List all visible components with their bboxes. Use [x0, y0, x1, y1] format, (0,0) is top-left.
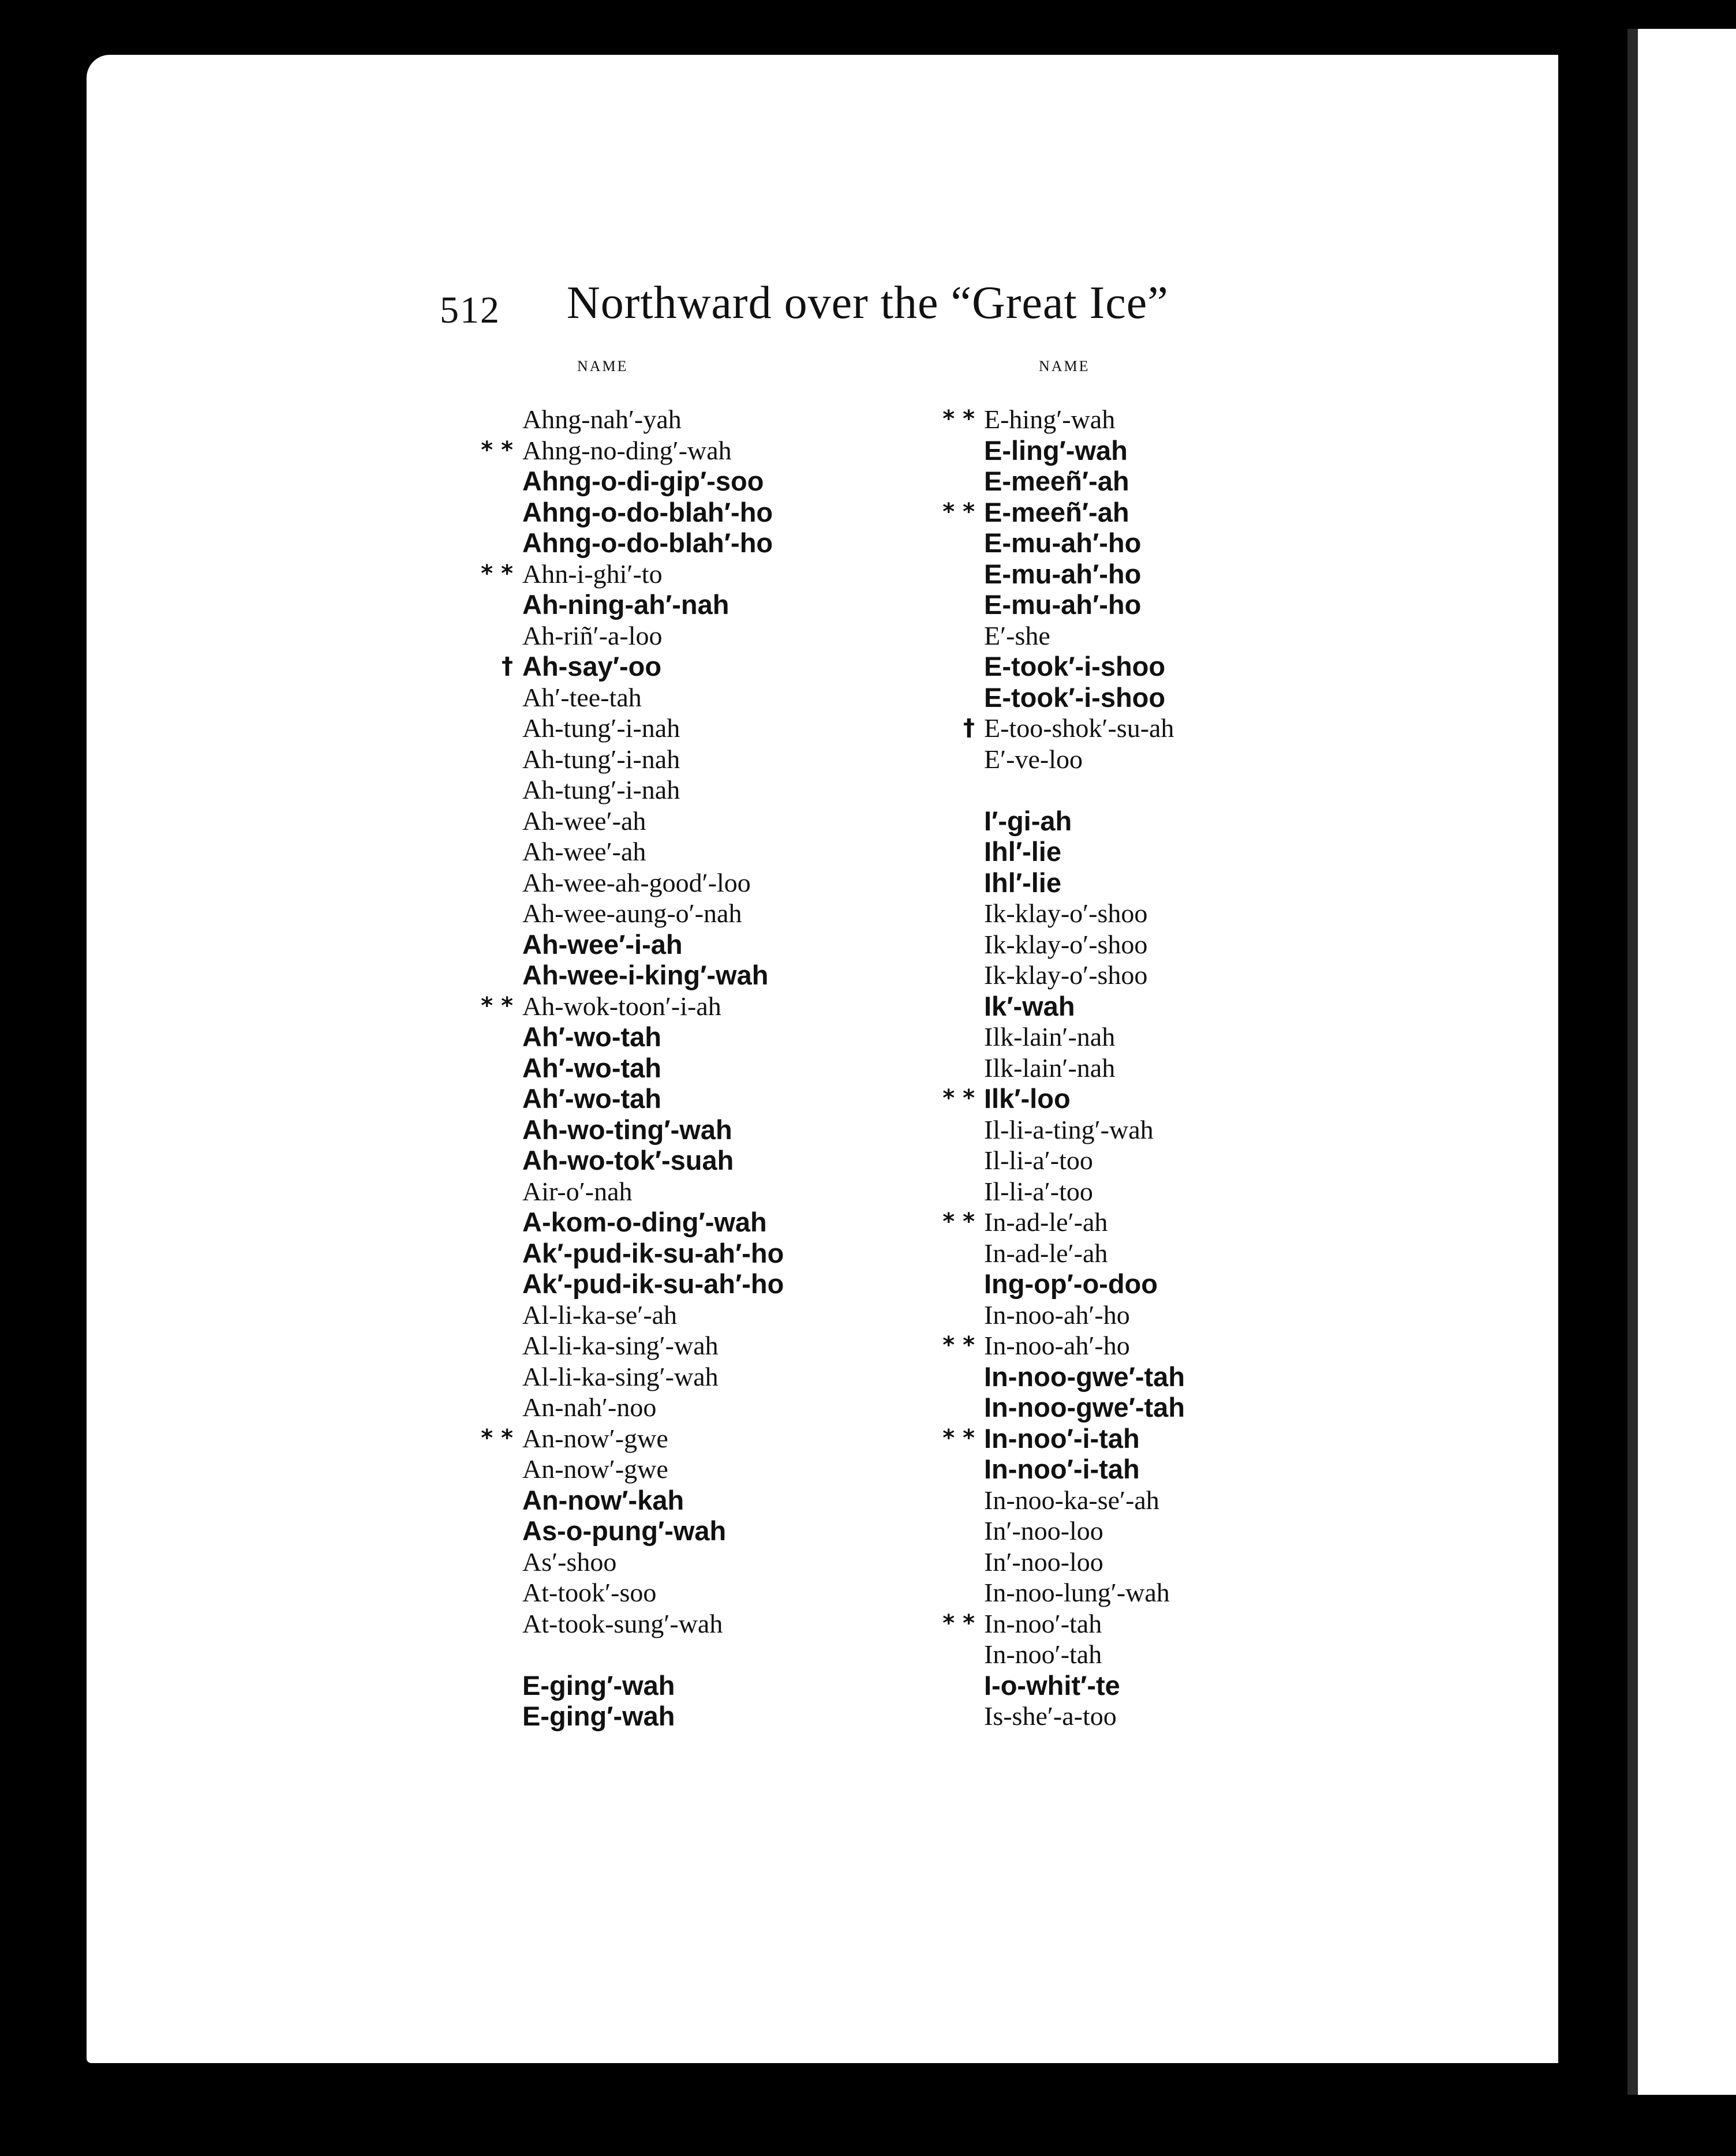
list-item	[984, 1268, 1185, 1300]
name-column-left	[481, 358, 784, 1732]
list-item	[984, 651, 1185, 682]
person-name: Ilk-lain′-nah	[984, 1022, 1116, 1051]
list-item	[984, 1639, 1185, 1670]
person-name: Ah′-tee-tah	[522, 682, 642, 712]
person-name: Ah-wee-ah-good′-loo	[522, 867, 751, 897]
double-asterisk-mark: * *	[942, 1332, 975, 1358]
person-name: Ah-wee′-i-ah	[522, 929, 683, 960]
list-item	[481, 559, 784, 590]
list-item	[984, 1670, 1185, 1701]
list-item	[522, 1577, 784, 1608]
list-item	[522, 1547, 784, 1578]
list-item	[984, 1021, 1185, 1053]
person-name: Ah-say′-oo	[522, 651, 662, 682]
person-name: An-now′-gwe	[522, 1423, 668, 1453]
person-name: In-noo-gwe′-tah	[984, 1361, 1185, 1392]
person-name: E-mu-ah′-ho	[984, 558, 1142, 589]
list-item	[984, 1114, 1185, 1146]
list-item	[984, 1238, 1185, 1269]
list-item	[522, 1053, 784, 1084]
person-name: Ihl′-lie	[984, 836, 1062, 867]
person-name: In-noo′-tah	[984, 1640, 1102, 1669]
person-name: As′-shoo	[522, 1547, 617, 1577]
person-name: Ak′-pud-ik-su-ah′-ho	[522, 1268, 784, 1299]
person-name: Air-o′-nah	[522, 1176, 633, 1206]
double-asterisk-mark: * *	[942, 1208, 975, 1235]
dagger-mark: †	[502, 653, 513, 679]
person-name: E′-ve-loo	[984, 744, 1083, 774]
person-name: As-o-pung′-wah	[522, 1515, 727, 1546]
list-spacer	[984, 774, 1185, 806]
person-name: E-meeñ′-ah	[984, 466, 1129, 496]
list-item	[942, 1083, 1185, 1114]
person-name: E-meeñ′-ah	[984, 496, 1129, 527]
list-item	[984, 1485, 1185, 1516]
list-item	[984, 620, 1185, 652]
person-name: E-took′-i-shoo	[984, 682, 1166, 713]
person-name: In-noo-ah′-ho	[984, 1300, 1130, 1330]
double-asterisk-mark: * *	[481, 1424, 513, 1451]
list-item	[522, 1701, 784, 1732]
list-item	[984, 1300, 1185, 1331]
person-name: I′-gi-ah	[984, 805, 1072, 836]
person-name: In-noo-ah′-ho	[984, 1331, 1130, 1360]
person-name: Il-li-a′-too	[984, 1146, 1093, 1175]
double-asterisk-mark: * *	[481, 436, 513, 463]
list-item	[942, 404, 1185, 435]
list-item	[481, 435, 784, 466]
list-item	[522, 404, 784, 435]
list-item	[522, 589, 784, 620]
person-name: Ah-wee-i-king′-wah	[522, 960, 769, 990]
list-item	[984, 929, 1185, 960]
list-item	[481, 991, 784, 1022]
double-asterisk-mark: * *	[481, 560, 513, 587]
list-item	[984, 1515, 1185, 1547]
list-item	[481, 1423, 784, 1454]
list-item	[502, 651, 784, 682]
list-item	[522, 867, 784, 899]
list-item	[984, 1454, 1185, 1485]
list-item	[984, 466, 1185, 497]
list-item	[522, 497, 784, 528]
person-name: Ah-riñ′-a-loo	[522, 620, 663, 650]
list-item	[984, 744, 1185, 775]
list-spacer	[522, 1639, 784, 1670]
list-item	[522, 713, 784, 744]
list-item	[942, 1330, 1185, 1361]
person-name: In-noo′-i-tah	[984, 1454, 1140, 1484]
person-name: Al-li-ka-sing′-wah	[522, 1331, 719, 1360]
list-item	[984, 1176, 1185, 1207]
name-list	[942, 404, 1185, 1732]
person-name: Ik-klay-o′-shoo	[984, 899, 1148, 928]
person-name: I-o-whit′-te	[984, 1670, 1120, 1701]
list-item	[522, 1330, 784, 1361]
list-item	[984, 1145, 1185, 1176]
list-item	[522, 898, 784, 929]
double-asterisk-mark: * *	[942, 1424, 975, 1451]
list-item	[984, 991, 1185, 1022]
person-name: Ing-op′-o-doo	[984, 1268, 1158, 1299]
name-list	[481, 404, 784, 1732]
double-asterisk-mark: * *	[942, 406, 975, 432]
double-asterisk-mark: * *	[942, 1609, 975, 1637]
list-item	[984, 836, 1185, 867]
list-item	[522, 836, 784, 867]
person-name: Ah′-wo-tah	[522, 1083, 661, 1114]
list-item	[522, 1300, 784, 1331]
person-name: Ah-wee′-ah	[522, 806, 646, 836]
person-name: Ahng-nah′-yah	[522, 405, 682, 434]
person-name: E-hing′-wah	[984, 405, 1116, 434]
list-item	[522, 682, 784, 713]
list-item	[522, 1454, 784, 1485]
double-asterisk-mark: * *	[942, 498, 975, 525]
list-item	[522, 960, 784, 991]
list-item	[522, 1485, 784, 1516]
person-name: Ahng-o-di-gip′-soo	[522, 466, 764, 496]
list-item	[942, 496, 1185, 528]
person-name: Ilk-lain′-nah	[984, 1053, 1116, 1083]
person-name: E-too-shok′-su-ah	[984, 713, 1174, 743]
gutter-line	[1628, 29, 1638, 2095]
person-name: Ah-wok-toon′-i-ah	[522, 991, 721, 1021]
list-item	[984, 806, 1185, 837]
list-item	[522, 1361, 784, 1393]
list-item	[522, 527, 784, 559]
person-name: In-noo-lung′-wah	[984, 1578, 1170, 1607]
running-title: Northward over the “Great Ice”	[567, 278, 1169, 328]
list-item	[522, 744, 784, 775]
person-name: In-noo′-tah	[984, 1608, 1102, 1638]
list-item	[522, 1114, 784, 1146]
list-item	[984, 527, 1185, 559]
person-name: Ah-tung′-i-nah	[522, 775, 680, 804]
person-name: E-mu-ah′-ho	[984, 589, 1142, 620]
page-fold-shadow	[1558, 55, 1628, 2063]
running-header	[440, 277, 1248, 346]
person-name: Al-li-ka-sing′-wah	[522, 1361, 719, 1391]
list-item	[942, 1207, 1185, 1238]
list-item	[522, 620, 784, 652]
book-page	[87, 55, 1564, 2063]
dagger-mark: †	[963, 714, 975, 741]
list-item	[522, 1145, 784, 1176]
list-item	[984, 898, 1185, 929]
list-item	[522, 1083, 784, 1114]
person-name: Ah-tung′-i-nah	[522, 713, 680, 743]
list-item	[984, 1547, 1185, 1578]
person-name: Ah-ning-ah′-nah	[522, 589, 729, 620]
list-item	[984, 435, 1185, 466]
list-item	[522, 1392, 784, 1423]
person-name: Is-she′-a-too	[984, 1701, 1117, 1731]
person-name: In′-noo-loo	[984, 1516, 1103, 1545]
person-name: Ah′-wo-tah	[522, 1052, 661, 1083]
list-item	[963, 713, 1185, 744]
name-column-right	[942, 358, 1185, 1732]
person-name: Ilk′-loo	[984, 1083, 1071, 1114]
person-name: E-ging′-wah	[522, 1701, 675, 1731]
list-item	[984, 1392, 1185, 1423]
list-item	[984, 1053, 1185, 1084]
person-name: Al-li-ka-se′-ah	[522, 1300, 678, 1330]
list-item	[522, 806, 784, 837]
person-name: Ahng-no-ding′-wah	[522, 435, 732, 465]
list-item	[522, 1670, 784, 1701]
person-name: An-now′-kah	[522, 1484, 684, 1515]
person-name: Ik-klay-o′-shoo	[984, 960, 1148, 990]
person-name: Ah-wee-aung-o′-nah	[522, 899, 742, 928]
person-name: Ihl′-lie	[984, 867, 1062, 898]
person-name: In-ad-le′-ah	[984, 1207, 1108, 1237]
person-name: E′-she	[984, 620, 1050, 650]
list-item	[522, 1515, 784, 1547]
person-name: In′-noo-loo	[984, 1547, 1103, 1577]
person-name: E-took′-i-shoo	[984, 651, 1166, 682]
person-name: Ak′-pud-ik-su-ah′-ho	[522, 1237, 784, 1268]
list-item	[984, 1577, 1185, 1608]
list-item	[522, 1207, 784, 1238]
person-name: Ahng-o-do-blah′-ho	[522, 496, 773, 527]
person-name: An-now′-gwe	[522, 1454, 668, 1484]
list-item	[984, 589, 1185, 620]
list-item	[522, 1608, 784, 1640]
column-heading: NAME	[1039, 358, 1090, 375]
person-name: Ahng-o-do-blah′-ho	[522, 527, 773, 558]
person-name: In-ad-le′-ah	[984, 1238, 1108, 1268]
list-item	[522, 1176, 784, 1207]
person-name: Ik-klay-o′-shoo	[984, 929, 1148, 959]
person-name: E-mu-ah′-ho	[984, 527, 1142, 558]
list-item	[522, 929, 784, 960]
facing-page-edge	[1628, 29, 1736, 2095]
list-item	[522, 1021, 784, 1053]
person-name: A-kom-o-ding′-wah	[522, 1207, 767, 1237]
list-item	[942, 1423, 1185, 1454]
double-asterisk-mark: * *	[481, 992, 513, 1019]
list-item	[522, 1268, 784, 1300]
page-number: 512	[440, 289, 500, 331]
list-item	[942, 1608, 1185, 1640]
person-name: Ah-wee′-ah	[522, 837, 646, 866]
list-item	[984, 1701, 1185, 1732]
person-name: E-ling′-wah	[984, 435, 1128, 466]
person-name: Il-li-a′-too	[984, 1176, 1093, 1206]
list-item	[522, 466, 784, 497]
person-name: At-took-sung′-wah	[522, 1608, 723, 1638]
list-item	[984, 1361, 1185, 1393]
person-name: Ah-wo-ting′-wah	[522, 1114, 732, 1145]
list-item	[522, 1238, 784, 1269]
person-name: Ahn-i-ghi′-to	[522, 559, 663, 589]
list-item	[984, 960, 1185, 991]
double-asterisk-mark: * *	[942, 1085, 975, 1111]
person-name: Ah′-wo-tah	[522, 1021, 661, 1052]
person-name: An-nah′-noo	[522, 1393, 657, 1422]
person-name: Ik′-wah	[984, 990, 1075, 1021]
person-name: Il-li-a-ting′-wah	[984, 1114, 1154, 1144]
person-name: In-noo-gwe′-tah	[984, 1392, 1185, 1423]
person-name: In-noo′-i-tah	[984, 1423, 1140, 1454]
list-item	[522, 774, 784, 806]
person-name: In-noo-ka-se′-ah	[984, 1485, 1159, 1515]
person-name: E-ging′-wah	[522, 1670, 675, 1701]
list-item	[984, 867, 1185, 899]
person-name: Ah-tung′-i-nah	[522, 744, 680, 774]
list-item	[984, 682, 1185, 713]
person-name: Ah-wo-tok′-suah	[522, 1145, 734, 1176]
column-heading: NAME	[577, 358, 628, 375]
list-item	[984, 559, 1185, 590]
person-name: At-took′-soo	[522, 1578, 657, 1607]
